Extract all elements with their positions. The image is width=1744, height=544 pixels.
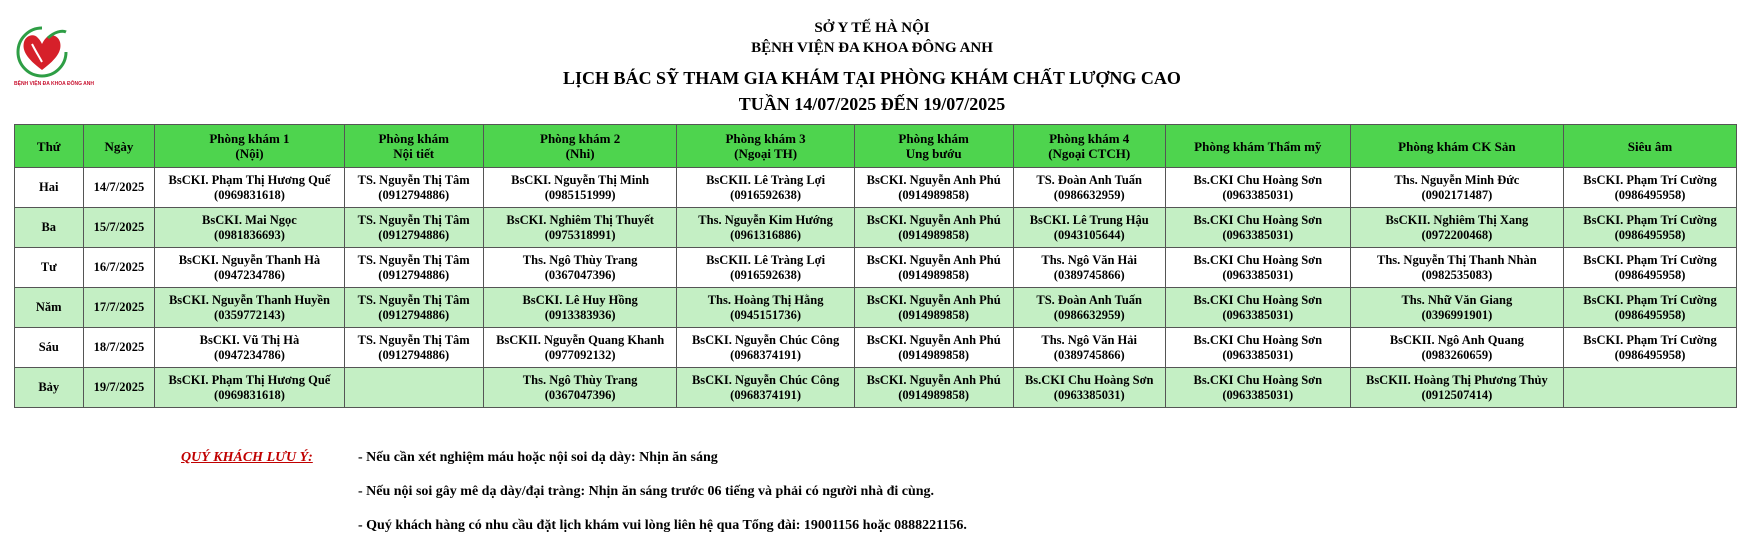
doctor-name: BsCKI. Mai Ngọc [202, 212, 297, 227]
hospital-name: BỆNH VIỆN ĐA KHOA ĐÔNG ANH [751, 40, 993, 56]
table-row [15, 208, 1737, 248]
doctor-phone: (0986495958) [1614, 267, 1686, 282]
column-header [15, 125, 84, 168]
doctor-cell [1350, 328, 1563, 368]
column-header-sublabel: Ung bướu [905, 146, 962, 161]
doctor-name: TS. Đoàn Anh Tuấn [1036, 292, 1143, 307]
doctor-name: BsCKI. Phạm Thị Hương Quế [168, 172, 331, 187]
doctor-cell [1013, 168, 1165, 208]
date-cell: 19/7/2025 [83, 368, 155, 408]
doctor-phone: (0969831618) [214, 187, 285, 202]
column-header-label: Phòng khám 2 [540, 131, 621, 146]
doctor-phone: (0986495958) [1614, 187, 1686, 202]
doctor-cell [155, 208, 344, 248]
doctor-phone: (0972200468) [1421, 227, 1493, 242]
column-header-label: Phòng khám [378, 131, 449, 146]
doctor-name: BsCKI. Nguyễn Thanh Huyền [168, 292, 330, 307]
doctor-name: Ths. Ngô Thùy Trang [522, 252, 638, 267]
doctor-phone: (0975318991) [544, 227, 616, 242]
doctor-name: BsCKII. Lê Tràng Lợi [706, 252, 826, 267]
doctor-phone: (0945151736) [730, 307, 801, 322]
column-header-label: Phòng khám CK Sản [1398, 138, 1516, 154]
doctor-cell [854, 288, 1013, 328]
doctor-name: BsCKI. Phạm Thị Hương Quế [168, 372, 331, 387]
doctor-phone: (0963385031) [1222, 227, 1294, 242]
doctor-cell [1013, 328, 1165, 368]
doctor-phone: (0981836693) [214, 227, 285, 242]
doctor-name: Bs.CKI Chu Hoàng Sơn [1193, 292, 1323, 307]
column-header [83, 125, 155, 168]
doctor-name: BsCKI. Nguyễn Anh Phú [866, 372, 1001, 387]
doctor-name: Bs.CKI Chu Hoàng Sơn [1193, 252, 1323, 267]
doctor-name: Ths. Nguyễn Minh Đức [1394, 172, 1520, 187]
doctor-cell [677, 328, 854, 368]
column-header [1563, 125, 1736, 168]
doctor-name: BsCKI. Nguyễn Anh Phú [866, 252, 1001, 267]
doctor-phone: (0968374191) [730, 387, 801, 402]
doctor-cell [854, 368, 1013, 408]
doctor-phone: (0968374191) [730, 347, 801, 362]
doctor-name: BsCKI. Nguyễn Chúc Công [691, 332, 840, 347]
weekday-cell: Tư [15, 248, 84, 288]
doctor-cell [155, 328, 344, 368]
doctor-cell [483, 168, 677, 208]
column-header-sublabel: (Ngoại TH) [734, 146, 798, 161]
doctor-cell [1563, 248, 1736, 288]
doctor-phone: (0389745866) [1053, 267, 1125, 282]
date-cell: 18/7/2025 [83, 328, 155, 368]
doctor-name: Bs.CKI Chu Hoàng Sơn [1193, 172, 1323, 187]
doctor-name: TS. Nguyễn Thị Tâm [357, 212, 470, 227]
doctor-phone: (0969831618) [214, 387, 285, 402]
doctor-phone: (0961316886) [730, 227, 801, 242]
weekday-cell: Sáu [15, 328, 84, 368]
doctor-name: TS. Nguyễn Thị Tâm [357, 172, 470, 187]
column-header [1350, 125, 1563, 168]
column-header [1013, 125, 1165, 168]
doctor-phone: (0367047396) [544, 387, 616, 402]
doctor-cell [854, 208, 1013, 248]
doctor-cell [483, 328, 677, 368]
doctor-cell [1563, 368, 1736, 408]
column-header-label: Thứ [36, 138, 61, 154]
doctor-cell [1165, 168, 1350, 208]
doctor-phone: (0963385031) [1222, 187, 1294, 202]
doctor-cell [1165, 328, 1350, 368]
doctor-name: BsCKI. Nguyễn Thanh Hà [178, 252, 321, 267]
doctor-cell [1165, 248, 1350, 288]
weekday-cell: Năm [15, 288, 84, 328]
doctor-cell [155, 368, 344, 408]
date-cell: 17/7/2025 [83, 288, 155, 328]
doctor-cell [344, 168, 483, 208]
column-header-sublabel: (Nhi) [565, 146, 595, 161]
column-header [483, 125, 677, 168]
doctor-phone: (0396991901) [1421, 307, 1493, 322]
doctor-phone: (0912794886) [378, 307, 450, 322]
column-header [344, 125, 483, 168]
doctor-cell [483, 248, 677, 288]
doctor-phone: (0367047396) [544, 267, 616, 282]
doctor-phone: (0963385031) [1222, 267, 1294, 282]
note-item: - Quý khách hàng có nhu cầu đặt lịch khám vui lòng liên hệ qua Tổng đài: 19001156 hoặc 0888221156. [358, 518, 967, 533]
doctor-phone: (0912794886) [378, 267, 450, 282]
doctor-name: TS. Nguyễn Thị Tâm [357, 292, 470, 307]
doctor-phone: (0963385031) [1053, 387, 1125, 402]
date-cell: 16/7/2025 [83, 248, 155, 288]
doctor-phone: (0982535083) [1421, 267, 1493, 282]
doctor-name: Bs.CKI Chu Hoàng Sơn [1024, 372, 1154, 387]
doctor-phone: (0963385031) [1222, 387, 1294, 402]
doctor-cell [1350, 288, 1563, 328]
doctor-name: Ths. Nguyễn Thị Thanh Nhàn [1377, 252, 1537, 267]
column-header [854, 125, 1013, 168]
doctor-phone: (0963385031) [1222, 347, 1294, 362]
doctor-phone: (0914989858) [898, 307, 970, 322]
doctor-phone: (0943105644) [1053, 227, 1125, 242]
doctor-name: BsCKI. Nguyễn Anh Phú [866, 332, 1001, 347]
doctor-phone: (0916592638) [730, 187, 801, 202]
doctor-cell [1165, 288, 1350, 328]
doctor-cell [483, 368, 677, 408]
doctor-phone: (0389745866) [1053, 347, 1125, 362]
doctor-cell [1350, 208, 1563, 248]
doctor-cell [1563, 328, 1736, 368]
doctor-cell [854, 168, 1013, 208]
column-header [1165, 125, 1350, 168]
doctor-name: TS. Đoàn Anh Tuấn [1036, 172, 1143, 187]
doctor-phone: (0914989858) [898, 187, 970, 202]
doctor-phone: (0914989858) [898, 267, 970, 282]
doctor-cell [344, 208, 483, 248]
column-header-label: Phòng khám [898, 131, 969, 146]
doctor-name: Bs.CKI Chu Hoàng Sơn [1193, 212, 1323, 227]
doctor-phone: (0912794886) [378, 347, 450, 362]
doctor-cell [1350, 248, 1563, 288]
doctor-cell [155, 168, 344, 208]
doctor-cell [1563, 288, 1736, 328]
doctor-phone: (0986495958) [1614, 347, 1686, 362]
doctor-phone: (0914989858) [898, 347, 970, 362]
doctor-name: BsCKI. Phạm Trí Cường [1583, 252, 1717, 267]
column-header-label: Ngày [104, 138, 134, 154]
doctor-name: BsCKII. Hoàng Thị Phương Thủy [1365, 372, 1548, 387]
doctor-phone: (0902171487) [1421, 187, 1493, 202]
column-header-label: Phòng khám 4 [1049, 131, 1130, 146]
column-header [155, 125, 344, 168]
note-item: - Nếu nội soi gây mê dạ dày/đại tràng: Nhịn ăn sáng trước 06 tiếng và phải có người nhà đi cùng. [358, 484, 935, 499]
doctor-name: BsCKI. Lê Huy Hồng [522, 292, 638, 307]
notes-label: QUÝ KHÁCH LƯU Ý: [181, 450, 313, 465]
doctor-name: Ths. Nhữ Văn Giang [1401, 292, 1513, 307]
doctor-phone: (0963385031) [1222, 307, 1294, 322]
table-header-row [15, 125, 1737, 168]
note-item: - Nếu cần xét nghiệm máu hoặc nội soi dạ dày: Nhịn ăn sáng [358, 450, 718, 465]
column-header-sublabel: (Ngoại CTCH) [1048, 146, 1131, 161]
doctor-name: BsCKI. Nghiêm Thị Thuyết [506, 212, 654, 227]
doctor-phone: (0913383936) [544, 307, 616, 322]
doctor-cell [1013, 248, 1165, 288]
doctor-phone: (0914989858) [898, 387, 970, 402]
doctor-phone: (0985151999) [544, 187, 616, 202]
weekday-cell: Hai [15, 168, 84, 208]
doctor-cell [344, 248, 483, 288]
doctor-name: Ths. Ngô Thùy Trang [522, 372, 638, 387]
doctor-cell [1013, 208, 1165, 248]
doctor-name: BsCKI. Phạm Trí Cường [1583, 292, 1717, 307]
doctor-cell [854, 328, 1013, 368]
doctor-phone: (0916592638) [730, 267, 801, 282]
column-header-label: Phòng khám Thẩm mỹ [1194, 138, 1322, 154]
doctor-cell [155, 288, 344, 328]
doctor-name: BsCKII. Ngô Anh Quang [1389, 332, 1524, 347]
doctor-cell [677, 288, 854, 328]
doctor-name: BsCKII. Lê Tràng Lợi [706, 172, 826, 187]
doctor-name: BsCKI. Phạm Trí Cường [1583, 172, 1717, 187]
doctor-name: BsCKII. Nghiêm Thị Xang [1385, 212, 1529, 227]
doctor-phone: (0986495958) [1614, 227, 1686, 242]
doctor-cell [677, 248, 854, 288]
doctor-phone: (0986495958) [1614, 307, 1686, 322]
column-header-label: Siêu âm [1627, 138, 1673, 154]
doctor-name: Ths. Nguyễn Kim Hướng [698, 212, 833, 227]
doctor-phone: (0986632959) [1053, 187, 1125, 202]
doctor-phone: (0912794886) [378, 187, 450, 202]
doctor-name: BsCKI. Nguyễn Anh Phú [866, 172, 1001, 187]
doctor-cell [854, 248, 1013, 288]
table-row [15, 368, 1737, 408]
doctor-phone: (0359772143) [214, 307, 285, 322]
week-range: TUẦN 14/07/2025 ĐẾN 19/07/2025 [738, 94, 1006, 114]
table-row [15, 168, 1737, 208]
doctor-phone: (0914989858) [898, 227, 970, 242]
column-header [677, 125, 854, 168]
doctor-cell [1563, 168, 1736, 208]
doctor-cell [155, 248, 344, 288]
doctor-name: BsCKI. Nguyễn Chúc Công [691, 372, 840, 387]
doctor-cell [344, 328, 483, 368]
doctor-name: Bs.CKI Chu Hoàng Sơn [1193, 332, 1323, 347]
doctor-cell [677, 168, 854, 208]
doctor-cell [1350, 168, 1563, 208]
doctor-cell [1350, 368, 1563, 408]
doctor-cell [677, 368, 854, 408]
doctor-name: BsCKI. Vũ Thị Hà [199, 332, 300, 347]
doctor-name: Bs.CKI Chu Hoàng Sơn [1193, 372, 1323, 387]
doctor-phone: (0947234786) [214, 267, 285, 282]
department-name: SỞ Y TẾ HÀ NỘI [814, 20, 930, 36]
doctor-cell [483, 208, 677, 248]
doctor-schedule-table [14, 124, 1737, 408]
column-header-sublabel: Nội tiết [393, 146, 435, 161]
doctor-phone: (0986632959) [1053, 307, 1125, 322]
doctor-name: BsCKI. Phạm Trí Cường [1583, 332, 1717, 347]
date-cell: 14/7/2025 [83, 168, 155, 208]
doctor-phone: (0983260659) [1421, 347, 1493, 362]
doctor-cell [1013, 288, 1165, 328]
doctor-name: Ths. Ngô Văn Hải [1041, 252, 1138, 267]
doctor-phone: (0977092132) [544, 347, 616, 362]
doctor-name: TS. Nguyễn Thị Tâm [357, 252, 470, 267]
doctor-cell [677, 208, 854, 248]
table-row [15, 288, 1737, 328]
doctor-cell [344, 288, 483, 328]
column-header-label: Phòng khám 1 [209, 131, 290, 146]
doctor-name: TS. Nguyễn Thị Tâm [357, 332, 470, 347]
doctor-name: Ths. Hoàng Thị Hằng [707, 292, 824, 307]
weekday-cell: Ba [15, 208, 84, 248]
date-cell: 15/7/2025 [83, 208, 155, 248]
logo-caption: BỆNH VIỆN ĐA KHOA ĐÔNG ANH [14, 81, 95, 87]
table-row [15, 248, 1737, 288]
column-header-sublabel: (Nội) [235, 146, 264, 161]
table-row [15, 328, 1737, 368]
doctor-name: BsCKI. Phạm Trí Cường [1583, 212, 1717, 227]
doctor-cell [1165, 208, 1350, 248]
column-header-label: Phòng khám 3 [725, 131, 806, 146]
doctor-name: BsCKII. Nguyễn Quang Khanh [496, 332, 665, 347]
weekday-cell: Bảy [15, 368, 84, 408]
doctor-name: BsCKI. Nguyễn Anh Phú [866, 292, 1001, 307]
doctor-phone: (0947234786) [214, 347, 285, 362]
doctor-name: BsCKI. Lê Trung Hậu [1029, 212, 1149, 227]
doctor-cell [1165, 368, 1350, 408]
doctor-cell [344, 368, 483, 408]
doctor-phone: (0912507414) [1421, 387, 1493, 402]
doctor-cell [483, 288, 677, 328]
doctor-cell [1563, 208, 1736, 248]
doctor-name: Ths. Ngô Văn Hải [1041, 332, 1138, 347]
page-title: LỊCH BÁC SỸ THAM GIA KHÁM TẠI PHÒNG KHÁM CHẤT LƯỢNG CAO [563, 68, 1181, 88]
doctor-phone: (0912794886) [378, 227, 450, 242]
doctor-name: BsCKI. Nguyễn Anh Phú [866, 212, 1001, 227]
doctor-name: BsCKI. Nguyễn Thị Minh [511, 172, 650, 187]
doctor-cell [1013, 368, 1165, 408]
